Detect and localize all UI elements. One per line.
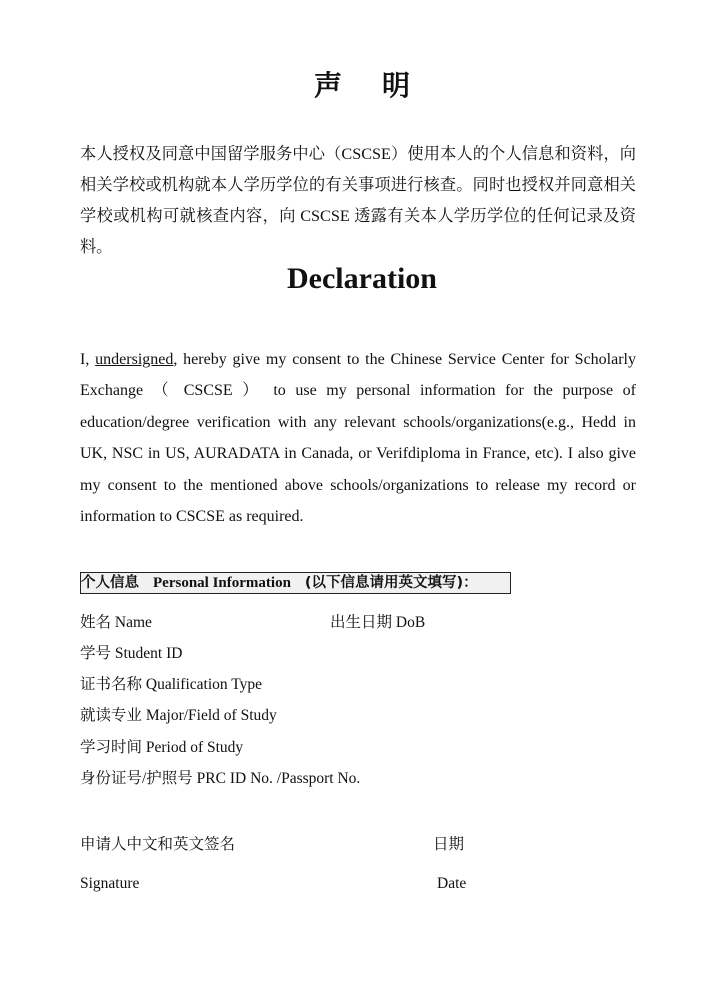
- declaration-paragraph-chinese: 本人授权及同意中国留学服务中心（CSCSE）使用本人的个人信息和资料，向相关学校或机构就本人学历学位的有关事项进行核查。同时也授权并同意相关学校或机构可就核查内容，向 CSCSE 透露有关本人学历学位的任何记录及资料。: [80, 145, 636, 256]
- field-major-label: 就读专业 Major/Field of Study: [80, 707, 277, 724]
- field-period-label: 学习时间 Period of Study: [80, 739, 244, 756]
- field-student-id-label: 学号 Student ID: [80, 645, 183, 662]
- date-label-cn: 日期: [433, 836, 465, 853]
- undersigned-text: undersigned: [95, 351, 174, 368]
- date-label-en: Date: [437, 875, 467, 892]
- field-name-label: 姓名 Name: [80, 614, 152, 631]
- title-english: Declaration: [287, 262, 437, 295]
- signature-label-cn: 申请人中文和英文签名: [80, 836, 236, 853]
- signature-label-en: Signature: [80, 875, 140, 892]
- personal-info-header-note: (以下信息请用英文填写)：: [304, 575, 478, 591]
- title-chinese: [0, 64, 724, 104]
- field-id-passport-label: 身份证号/护照号 PRC ID No. /Passport No.: [80, 770, 361, 787]
- title-cn-char-1: 声: [313, 69, 342, 102]
- personal-info-header-cn: 个人信息: [81, 575, 139, 591]
- personal-info-header: [80, 572, 511, 594]
- personal-info-header-en: Personal Information: [153, 575, 291, 591]
- title-cn-char-2: 明: [382, 69, 411, 102]
- field-qualification-label: 证书名称 Qualification Type: [80, 676, 263, 693]
- declaration-paragraph-english: [80, 344, 636, 532]
- para-en-body: , hereby give my consent to the Chinese Service Center for Scholarly Exchange （ CSCSE ） to use my personal information for the purpose of education/degree verification with any relevant schools/organizations(e.g., Hedd in UK, NSC in US, AURADATA in Canada, or Verifdiploma in France, etc). I also give my consent to the mentioned above schools/organizations to release my record or information to CSCSE as required.: [80, 351, 636, 526]
- para-en-prefix: I,: [80, 351, 96, 368]
- field-dob-label: 出生日期 DoB: [330, 614, 426, 631]
